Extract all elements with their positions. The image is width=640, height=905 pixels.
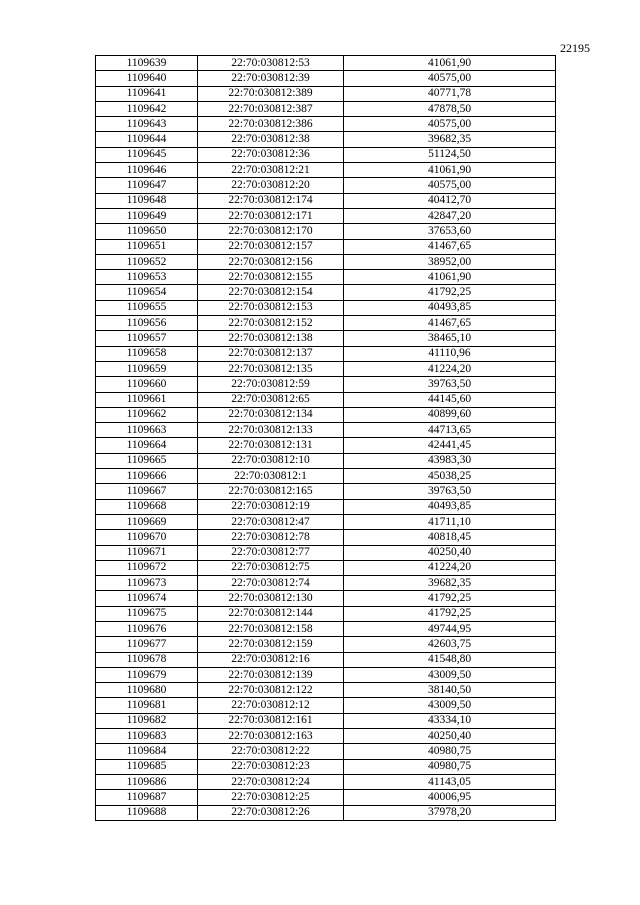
table-row — [96, 591, 556, 606]
table-row — [96, 790, 556, 805]
cadastral-value-cell: 39763,50 — [344, 377, 556, 392]
table-row — [96, 576, 556, 591]
cadastral-number-cell: 22:70:030812:389 — [198, 86, 344, 101]
table-row — [96, 178, 556, 193]
row-number-cell: 1109676 — [96, 621, 198, 636]
cadastral-number-cell: 22:70:030812:36 — [198, 147, 344, 162]
cadastral-number-cell: 22:70:030812:386 — [198, 117, 344, 132]
cadastral-number-cell: 22:70:030812:158 — [198, 621, 344, 636]
cadastral-value-cell: 39682,35 — [344, 576, 556, 591]
table-row — [96, 163, 556, 178]
cadastral-value-cell: 39682,35 — [344, 132, 556, 147]
row-number-cell: 1109652 — [96, 254, 198, 269]
cadastral-value-cell: 37653,60 — [344, 224, 556, 239]
cadastral-value-cell: 41110,96 — [344, 346, 556, 361]
table-row — [96, 652, 556, 667]
cadastral-value-cell: 40575,00 — [344, 71, 556, 86]
cadastral-value-cell: 43334,10 — [344, 713, 556, 728]
cadastral-value-cell: 40250,40 — [344, 729, 556, 744]
cadastral-number-cell: 22:70:030812:23 — [198, 759, 344, 774]
cadastral-number-cell: 22:70:030812:139 — [198, 667, 344, 682]
row-number-cell: 1109646 — [96, 163, 198, 178]
cadastral-number-cell: 22:70:030812:74 — [198, 576, 344, 591]
row-number-cell: 1109668 — [96, 499, 198, 514]
cadastral-value-cell: 41548,80 — [344, 652, 556, 667]
row-number-cell: 1109647 — [96, 178, 198, 193]
cadastral-value-cell: 41061,90 — [344, 163, 556, 178]
cadastral-number-cell: 22:70:030812:21 — [198, 163, 344, 178]
cadastral-number-cell: 22:70:030812:144 — [198, 606, 344, 621]
cadastral-number-cell: 22:70:030812:171 — [198, 208, 344, 223]
cadastral-number-cell: 22:70:030812:75 — [198, 560, 344, 575]
row-number-cell: 1109659 — [96, 361, 198, 376]
table-row — [96, 270, 556, 285]
cadastral-value-cell: 41467,65 — [344, 316, 556, 331]
table-row — [96, 729, 556, 744]
cadastral-number-cell: 22:70:030812:19 — [198, 499, 344, 514]
cadastral-value-cell: 44713,65 — [344, 423, 556, 438]
cadastral-value-cell: 45038,25 — [344, 469, 556, 484]
row-number-cell: 1109651 — [96, 239, 198, 254]
cadastral-value-cell: 49744,95 — [344, 621, 556, 636]
table-row — [96, 331, 556, 346]
row-number-cell: 1109672 — [96, 560, 198, 575]
cadastral-value-cell: 37978,20 — [344, 805, 556, 820]
cadastral-value-cell: 41711,10 — [344, 514, 556, 529]
cadastral-value-cell: 40575,00 — [344, 117, 556, 132]
cadastral-value-cell: 40493,85 — [344, 499, 556, 514]
cadastral-number-cell: 22:70:030812:131 — [198, 438, 344, 453]
row-number-cell: 1109640 — [96, 71, 198, 86]
table-row — [96, 759, 556, 774]
table-row — [96, 56, 556, 71]
table-row — [96, 530, 556, 545]
table-row — [96, 71, 556, 86]
table-row — [96, 698, 556, 713]
row-number-cell: 1109678 — [96, 652, 198, 667]
cadastral-number-cell: 22:70:030812:39 — [198, 71, 344, 86]
table-row — [96, 621, 556, 636]
cadastral-value-cell: 43983,30 — [344, 453, 556, 468]
row-number-cell: 1109649 — [96, 208, 198, 223]
table-row — [96, 316, 556, 331]
cadastral-number-cell: 22:70:030812:154 — [198, 285, 344, 300]
cadastral-value-cell: 41061,90 — [344, 56, 556, 71]
row-number-cell: 1109658 — [96, 346, 198, 361]
cadastral-value-cell: 40980,75 — [344, 744, 556, 759]
table-row — [96, 117, 556, 132]
table-row — [96, 361, 556, 376]
cadastral-number-cell: 22:70:030812:163 — [198, 729, 344, 744]
cadastral-number-cell: 22:70:030812:53 — [198, 56, 344, 71]
table-row — [96, 208, 556, 223]
cadastral-number-cell: 22:70:030812:157 — [198, 239, 344, 254]
table-row — [96, 683, 556, 698]
table-row — [96, 377, 556, 392]
row-number-cell: 1109663 — [96, 423, 198, 438]
table-row — [96, 132, 556, 147]
row-number-cell: 1109657 — [96, 331, 198, 346]
cadastral-number-cell: 22:70:030812:174 — [198, 193, 344, 208]
table-row — [96, 224, 556, 239]
cadastral-value-cell: 44145,60 — [344, 392, 556, 407]
cadastral-number-cell: 22:70:030812:137 — [198, 346, 344, 361]
table-row — [96, 254, 556, 269]
cadastral-number-cell: 22:70:030812:47 — [198, 514, 344, 529]
row-number-cell: 1109664 — [96, 438, 198, 453]
cadastral-number-cell: 22:70:030812:24 — [198, 774, 344, 789]
row-number-cell: 1109653 — [96, 270, 198, 285]
row-number-cell: 1109645 — [96, 147, 198, 162]
row-number-cell: 1109665 — [96, 453, 198, 468]
row-number-cell: 1109688 — [96, 805, 198, 820]
row-number-cell: 1109642 — [96, 101, 198, 116]
cadastral-number-cell: 22:70:030812:38 — [198, 132, 344, 147]
table-row — [96, 101, 556, 116]
row-number-cell: 1109662 — [96, 407, 198, 422]
table-row — [96, 805, 556, 820]
cadastral-number-cell: 22:70:030812:16 — [198, 652, 344, 667]
cadastral-value-cell: 40899,60 — [344, 407, 556, 422]
cadastral-number-cell: 22:70:030812:78 — [198, 530, 344, 545]
cadastral-value-cell: 40006,95 — [344, 790, 556, 805]
row-number-cell: 1109644 — [96, 132, 198, 147]
row-number-cell: 1109655 — [96, 300, 198, 315]
row-number-cell: 1109683 — [96, 729, 198, 744]
cadastral-value-cell: 40980,75 — [344, 759, 556, 774]
cadastral-number-cell: 22:70:030812:1 — [198, 469, 344, 484]
cadastral-value-cell: 38140,50 — [344, 683, 556, 698]
cadastral-value-cell: 41792,25 — [344, 285, 556, 300]
table-row — [96, 86, 556, 101]
row-number-cell: 1109686 — [96, 774, 198, 789]
row-number-cell: 1109670 — [96, 530, 198, 545]
table-row — [96, 713, 556, 728]
cadastral-number-cell: 22:70:030812:134 — [198, 407, 344, 422]
table-row — [96, 484, 556, 499]
row-number-cell: 1109656 — [96, 316, 198, 331]
table-row — [96, 346, 556, 361]
cadastral-value-cell: 41792,25 — [344, 591, 556, 606]
cadastral-value-table — [95, 55, 556, 821]
cadastral-value-cell: 39763,50 — [344, 484, 556, 499]
row-number-cell: 1109675 — [96, 606, 198, 621]
cadastral-number-cell: 22:70:030812:153 — [198, 300, 344, 315]
table-row — [96, 469, 556, 484]
table-row — [96, 606, 556, 621]
cadastral-value-cell: 41792,25 — [344, 606, 556, 621]
row-number-cell: 1109679 — [96, 667, 198, 682]
table-row — [96, 545, 556, 560]
cadastral-value-cell: 38465,10 — [344, 331, 556, 346]
cadastral-value-cell: 43009,50 — [344, 667, 556, 682]
row-number-cell: 1109680 — [96, 683, 198, 698]
table-row — [96, 560, 556, 575]
cadastral-value-cell: 40818,45 — [344, 530, 556, 545]
row-number-cell: 1109666 — [96, 469, 198, 484]
cadastral-value-cell: 40771,78 — [344, 86, 556, 101]
cadastral-number-cell: 22:70:030812:170 — [198, 224, 344, 239]
cadastral-number-cell: 22:70:030812:135 — [198, 361, 344, 376]
row-number-cell: 1109654 — [96, 285, 198, 300]
cadastral-value-cell: 41224,20 — [344, 361, 556, 376]
cadastral-number-cell: 22:70:030812:130 — [198, 591, 344, 606]
cadastral-number-cell: 22:70:030812:22 — [198, 744, 344, 759]
table-row — [96, 147, 556, 162]
table-row — [96, 499, 556, 514]
cadastral-number-cell: 22:70:030812:161 — [198, 713, 344, 728]
cadastral-number-cell: 22:70:030812:133 — [198, 423, 344, 438]
row-number-cell: 1109643 — [96, 117, 198, 132]
cadastral-number-cell: 22:70:030812:26 — [198, 805, 344, 820]
cadastral-number-cell: 22:70:030812:65 — [198, 392, 344, 407]
table-row — [96, 453, 556, 468]
cadastral-value-cell: 40412,70 — [344, 193, 556, 208]
row-number-cell: 1109671 — [96, 545, 198, 560]
cadastral-number-cell: 22:70:030812:138 — [198, 331, 344, 346]
table-body — [96, 56, 556, 821]
row-number-cell: 1109685 — [96, 759, 198, 774]
cadastral-value-cell: 41224,20 — [344, 560, 556, 575]
cadastral-number-cell: 22:70:030812:10 — [198, 453, 344, 468]
cadastral-value-cell: 40493,85 — [344, 300, 556, 315]
cadastral-number-cell: 22:70:030812:387 — [198, 101, 344, 116]
row-number-cell: 1109639 — [96, 56, 198, 71]
cadastral-number-cell: 22:70:030812:25 — [198, 790, 344, 805]
row-number-cell: 1109682 — [96, 713, 198, 728]
row-number-cell: 1109674 — [96, 591, 198, 606]
cadastral-number-cell: 22:70:030812:156 — [198, 254, 344, 269]
table-row — [96, 239, 556, 254]
table-row — [96, 193, 556, 208]
cadastral-number-cell: 22:70:030812:20 — [198, 178, 344, 193]
table-row — [96, 744, 556, 759]
table-row — [96, 637, 556, 652]
row-number-cell: 1109660 — [96, 377, 198, 392]
row-number-cell: 1109667 — [96, 484, 198, 499]
cadastral-value-cell: 38952,00 — [344, 254, 556, 269]
cadastral-value-cell: 41061,90 — [344, 270, 556, 285]
cadastral-number-cell: 22:70:030812:122 — [198, 683, 344, 698]
table-row — [96, 285, 556, 300]
cadastral-number-cell: 22:70:030812:12 — [198, 698, 344, 713]
cadastral-number-cell: 22:70:030812:165 — [198, 484, 344, 499]
cadastral-number-cell: 22:70:030812:159 — [198, 637, 344, 652]
page-number: 22195 — [560, 41, 590, 55]
row-number-cell: 1109650 — [96, 224, 198, 239]
table-row — [96, 392, 556, 407]
row-number-cell: 1109641 — [96, 86, 198, 101]
row-number-cell: 1109677 — [96, 637, 198, 652]
cadastral-value-cell: 40250,40 — [344, 545, 556, 560]
cadastral-value-cell: 43009,50 — [344, 698, 556, 713]
table-row — [96, 423, 556, 438]
cadastral-number-cell: 22:70:030812:59 — [198, 377, 344, 392]
cadastral-value-cell: 41467,65 — [344, 239, 556, 254]
cadastral-value-cell: 47878,50 — [344, 101, 556, 116]
cadastral-value-cell: 51124,50 — [344, 147, 556, 162]
cadastral-value-cell: 41143,05 — [344, 774, 556, 789]
table-row — [96, 774, 556, 789]
table-row — [96, 667, 556, 682]
row-number-cell: 1109661 — [96, 392, 198, 407]
cadastral-number-cell: 22:70:030812:152 — [198, 316, 344, 331]
table-row — [96, 514, 556, 529]
cadastral-value-cell: 42847,20 — [344, 208, 556, 223]
row-number-cell: 1109669 — [96, 514, 198, 529]
cadastral-value-cell: 42441,45 — [344, 438, 556, 453]
row-number-cell: 1109673 — [96, 576, 198, 591]
table-row — [96, 438, 556, 453]
cadastral-value-cell: 42603,75 — [344, 637, 556, 652]
row-number-cell: 1109684 — [96, 744, 198, 759]
cadastral-value-cell: 40575,00 — [344, 178, 556, 193]
cadastral-number-cell: 22:70:030812:77 — [198, 545, 344, 560]
table-row — [96, 300, 556, 315]
cadastral-number-cell: 22:70:030812:155 — [198, 270, 344, 285]
table-row — [96, 407, 556, 422]
row-number-cell: 1109681 — [96, 698, 198, 713]
row-number-cell: 1109687 — [96, 790, 198, 805]
row-number-cell: 1109648 — [96, 193, 198, 208]
